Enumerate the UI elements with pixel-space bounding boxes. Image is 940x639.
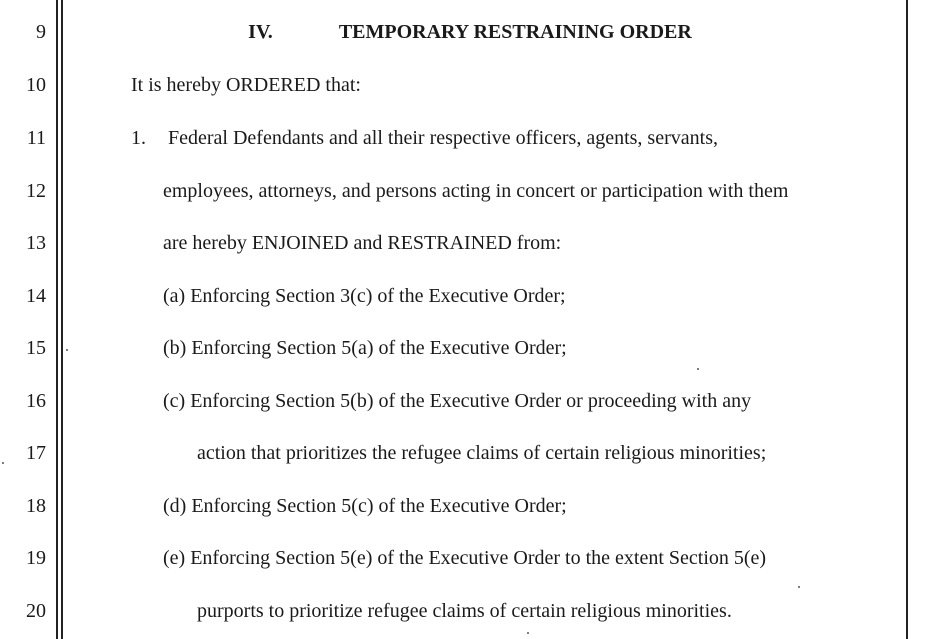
section-heading — [0, 20, 940, 44]
left-margin-rule — [56, 0, 58, 639]
line-number-10: 10 — [26, 74, 46, 96]
subitem-a: (a) Enforcing Section 3(c) of the Executive Order; — [163, 285, 566, 307]
item-1-line-1: Federal Defendants and all their respective officers, agents, servants, — [168, 127, 718, 149]
item-1-line-2: employees, attorneys, and persons acting in concert or participation with them — [163, 180, 789, 202]
line-number-19: 19 — [26, 547, 46, 569]
line-number-12: 12 — [26, 180, 46, 202]
line-number-20: 20 — [26, 600, 46, 622]
line-number-15: 15 — [26, 337, 46, 359]
scan-speck — [2, 462, 4, 464]
subitem-c-line-1: (c) Enforcing Section 5(b) of the Executive Order or proceeding with any — [163, 390, 752, 412]
left-margin-rule-inner — [61, 0, 63, 639]
scan-speck — [798, 586, 800, 588]
line-number-14: 14 — [26, 285, 46, 307]
scan-speck — [66, 349, 68, 351]
scan-speck — [527, 632, 529, 634]
subitem-e-line-1: (e) Enforcing Section 5(e) of the Executive Order to the extent Section 5(e) — [163, 547, 767, 569]
section-heading-title: TEMPORARY RESTRAINING ORDER — [338, 21, 692, 43]
scan-speck — [697, 368, 699, 370]
intro-line: It is hereby ORDERED that: — [131, 74, 361, 96]
line-number-9: 9 — [36, 21, 46, 43]
line-number-17: 17 — [26, 442, 46, 464]
line-number-18: 18 — [26, 495, 46, 517]
subitem-c-line-2: action that prioritizes the refugee claims of certain religious minorities; — [197, 442, 767, 464]
subitem-e-line-2: purports to prioritize refugee claims of certain religious minorities. — [197, 600, 732, 622]
subitem-b: (b) Enforcing Section 5(a) of the Executive Order; — [163, 337, 567, 359]
line-number-11: 11 — [26, 127, 46, 149]
line-number-16: 16 — [26, 390, 46, 412]
right-margin-rule — [906, 0, 908, 639]
subitem-d: (d) Enforcing Section 5(c) of the Executive Order; — [163, 495, 567, 517]
section-heading-number: IV. — [248, 21, 273, 43]
item-1-line-3: are hereby ENJOINED and RESTRAINED from: — [163, 232, 562, 254]
item-1-number: 1. — [131, 127, 146, 149]
line-number-13: 13 — [26, 232, 46, 254]
